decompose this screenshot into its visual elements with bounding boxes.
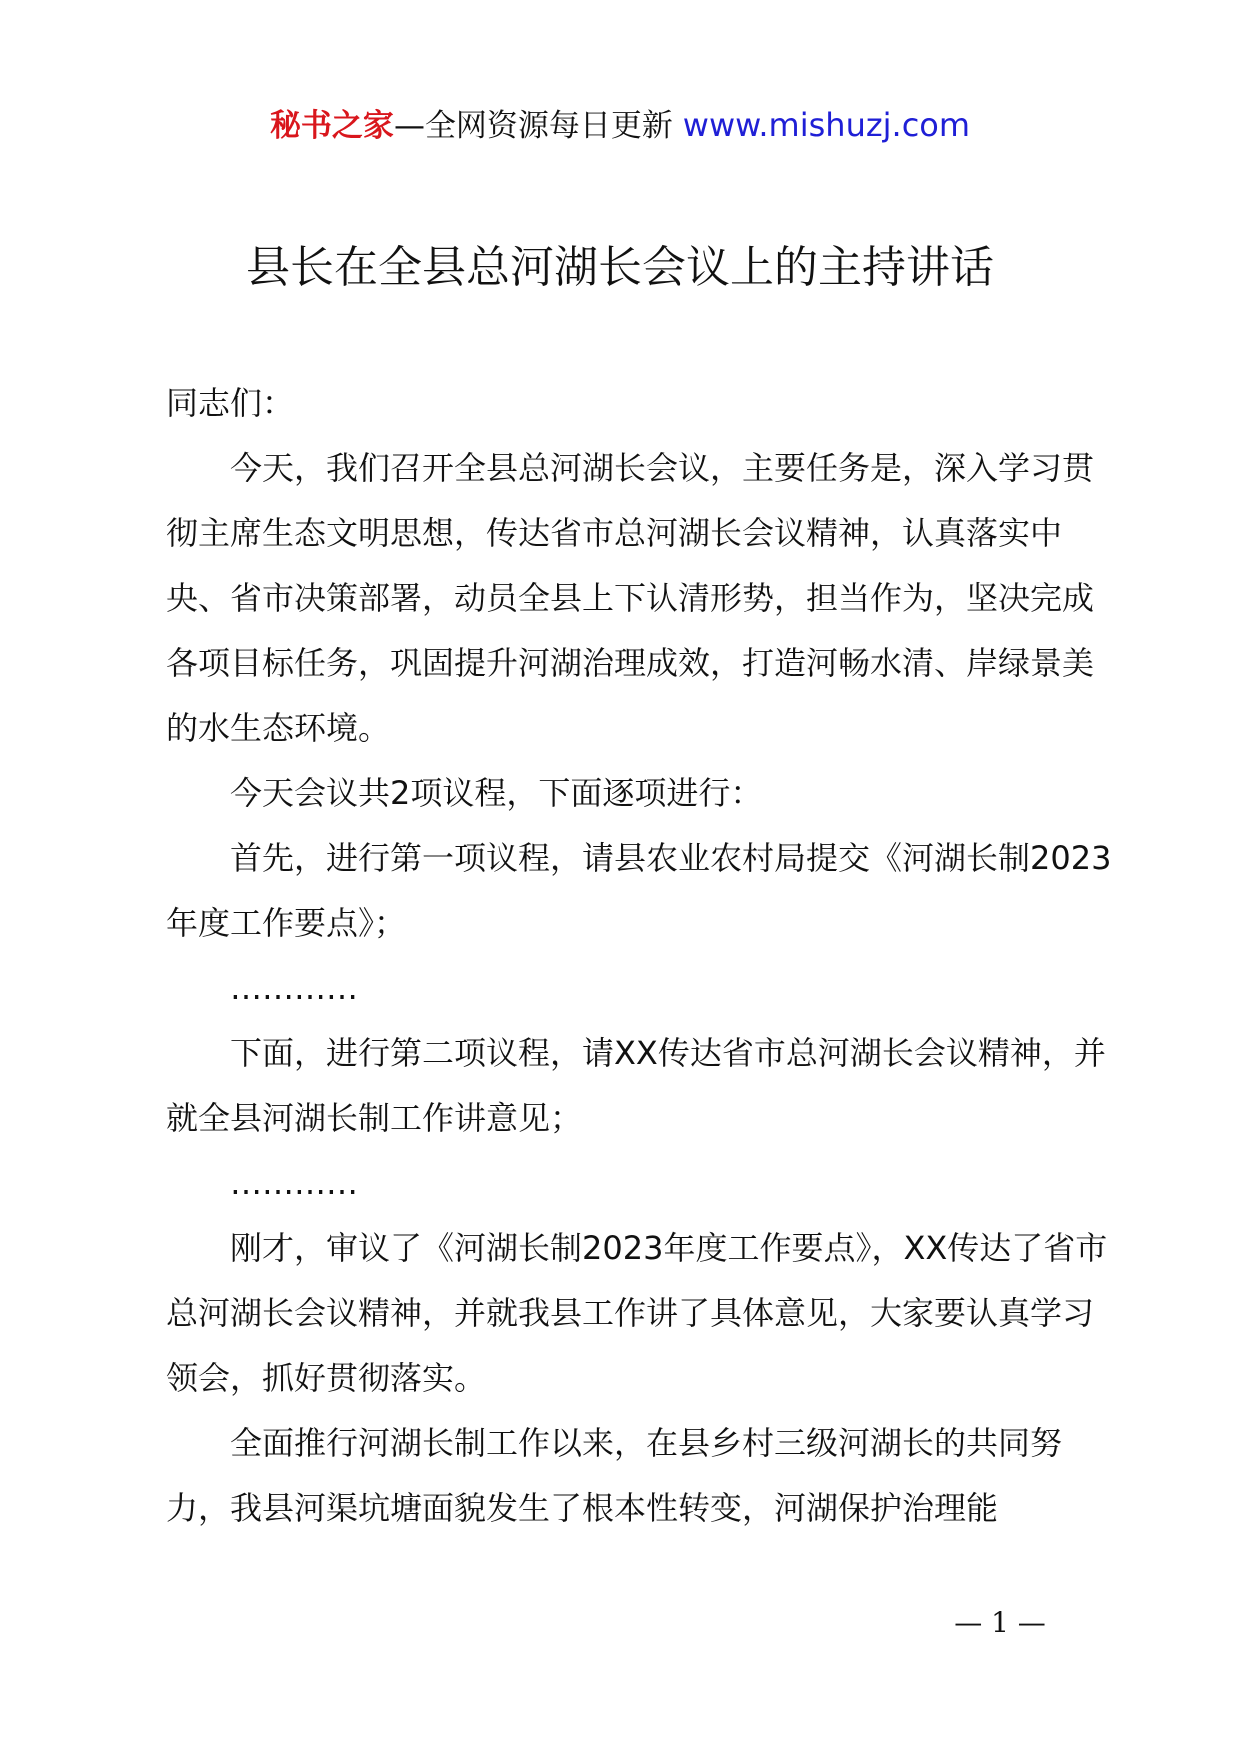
paragraph-agenda-item-1: 首先，进行第一项议程，请县农业农村局提交《河湖长制2023年度工作要点》； — [166, 839, 1112, 942]
ellipsis-2: ………… — [230, 1164, 358, 1202]
paragraph-agenda: 今天会议共2项议程，下面逐项进行： — [230, 774, 763, 812]
site-url-link[interactable]: www.mishuzj.com — [682, 106, 971, 144]
header-slogan: —全网资源每日更新 — [393, 108, 673, 144]
paragraph-agenda-item-2: 下面，进行第二项议程，请XX传达省市总河湖长会议精神，并就全县河湖长制工作讲意见； — [166, 1034, 1106, 1137]
paragraph-intro: 今天，我们召开全县总河湖长会议，主要任务是，深入学习贯彻主席生态文明思想，传达省市总河湖长会议精神，认真落实中央、省市决策部署，动员全县上下认清形势，担当作为，坚决完成各项目标任务，巩固提升河湖治理成效，打造河畅水清、岸绿景美的水生态环境。 — [166, 449, 1095, 747]
paragraph-summary: 刚才，审议了《河湖长制2023年度工作要点》，XX传达了省市总河湖长会议精神，并就我县工作讲了具体意见，大家要认真学习领会，抓好贯彻落实。 — [166, 1229, 1108, 1397]
site-header — [0, 100, 1240, 151]
salutation: 同志们： — [166, 384, 295, 422]
ellipsis-1: ………… — [230, 969, 358, 1007]
page-number: — 1 — — [954, 1606, 1046, 1639]
brand-name: 秘书之家 — [269, 108, 394, 144]
paragraph-progress: 全面推行河湖长制工作以来，在县乡村三级河湖长的共同努力，我县河渠坑塘面貌发生了根本性转变，河湖保护治理能 — [166, 1424, 1063, 1527]
document-body — [166, 371, 1116, 1541]
document-title: 县长在全县总河湖长会议上的主持讲话 — [246, 242, 994, 293]
